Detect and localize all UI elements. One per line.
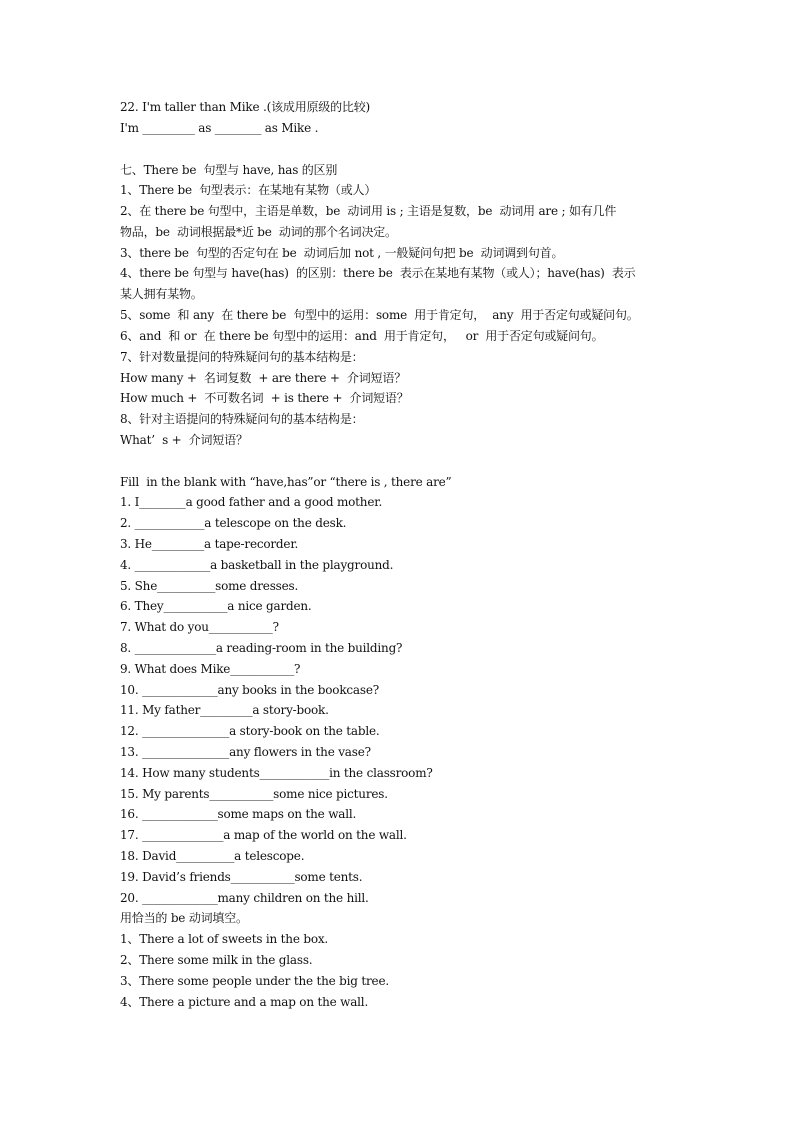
exercise-2-item: 3、There some people under the the big tree. — [120, 974, 389, 988]
section-7-item: What’ s + 介词短语？ — [120, 433, 248, 447]
section-7-item: 7、针对数量提问的特殊疑问句的基本结构是： — [120, 350, 364, 364]
section-7-item: How many + 名词复数 + are there + 介词短语？ — [120, 371, 407, 385]
exercise-1-item: 20. _____________many children on the hill. — [120, 891, 369, 905]
exercise-1-item: 1. I________a good father and a good mother. — [120, 495, 383, 509]
section-7-item: 3、there be 句型的否定句在 be 动词后加 not , 一般疑问句把 be 动词调到句首。 — [120, 246, 564, 260]
exercise-1-item: 11. My father_________a story-book. — [120, 703, 329, 717]
exercise-1-item: 14. How many students____________in the classroom? — [120, 766, 433, 780]
section-7-item: 4、there be 句型与 have(has) 的区别：there be 表示在某地有某物（或人）；have(has) 表示 — [120, 266, 636, 280]
exercise-1-item: 18. David__________a telescope. — [120, 849, 305, 863]
section-7-item: 某人拥有某物。 — [120, 287, 203, 301]
exercise-1-item: 5. She__________some dresses. — [120, 579, 299, 593]
section-7-heading: 七、There be 句型与 have, has 的区别 — [120, 163, 338, 177]
section-7-item: 8、针对主语提问的特殊疑问句的基本结构是： — [120, 412, 364, 426]
exercise-1-item: 19. David’s friends___________some tents. — [120, 870, 363, 884]
question-22-prompt: 22. I'm taller than Mike .(该成用原级的比较) — [120, 100, 370, 114]
section-7-item: 2、在 there be 句型中，主语是单数，be 动词用 is ; 主语是复数，be 动词用 are ; 如有几件 — [120, 204, 617, 218]
exercise-1-item: 6. They___________a nice garden. — [120, 599, 312, 613]
exercise-1-item: 17. ______________a map of the world on the wall. — [120, 828, 407, 842]
exercise-1-item: 10. _____________any books in the bookcase? — [120, 683, 379, 697]
exercise-1-item: 7. What do you___________? — [120, 620, 279, 634]
exercise-2-item: 4、There a picture and a map on the wall. — [120, 995, 369, 1009]
exercise-1-item: 16. _____________some maps on the wall. — [120, 807, 357, 821]
section-7-item: 6、and 和 or 在 there be 句型中的运用：and 用于肯定句， or 用于否定句或疑问句。 — [120, 329, 604, 343]
exercise-2-item: 2、There some milk in the glass. — [120, 953, 313, 967]
section-7-item: 5、some 和 any 在 there be 句型中的运用：some 用于肯定句， any 用于否定句或疑问句。 — [120, 308, 639, 322]
exercise-1-item: 15. My parents___________some nice pictures. — [120, 787, 388, 801]
exercise-1-instruction: Fill in the blank with “have,has”or “there is , there are” — [120, 475, 452, 489]
exercise-1-item: 8. ______________a reading-room in the building? — [120, 641, 403, 655]
exercise-1-item: 4. _____________a basketball in the playground. — [120, 558, 394, 572]
exercise-1-item: 3. He_________a tape-recorder. — [120, 537, 299, 551]
question-22-answer: I'm _________ as ________ as Mike . — [120, 121, 319, 135]
exercise-2-instruction: 用恰当的 be 动词填空。 — [120, 911, 248, 925]
section-7-item: 物品，be 动词根据最*近 be 动词的那个名词决定。 — [120, 225, 397, 239]
section-7-item: How much + 不可数名词 + is there + 介词短语？ — [120, 391, 409, 405]
exercise-1-item: 13. _______________any flowers in the vase? — [120, 745, 371, 759]
exercise-2-item: 1、There a lot of sweets in the box. — [120, 932, 329, 946]
exercise-1-item: 12. _______________a story-book on the table. — [120, 724, 380, 738]
exercise-1-item: 9. What does Mike___________? — [120, 662, 301, 676]
exercise-1-item: 2. ____________a telescope on the desk. — [120, 516, 347, 530]
section-7-item: 1、There be 句型表示：在某地有某物（或人） — [120, 183, 377, 197]
